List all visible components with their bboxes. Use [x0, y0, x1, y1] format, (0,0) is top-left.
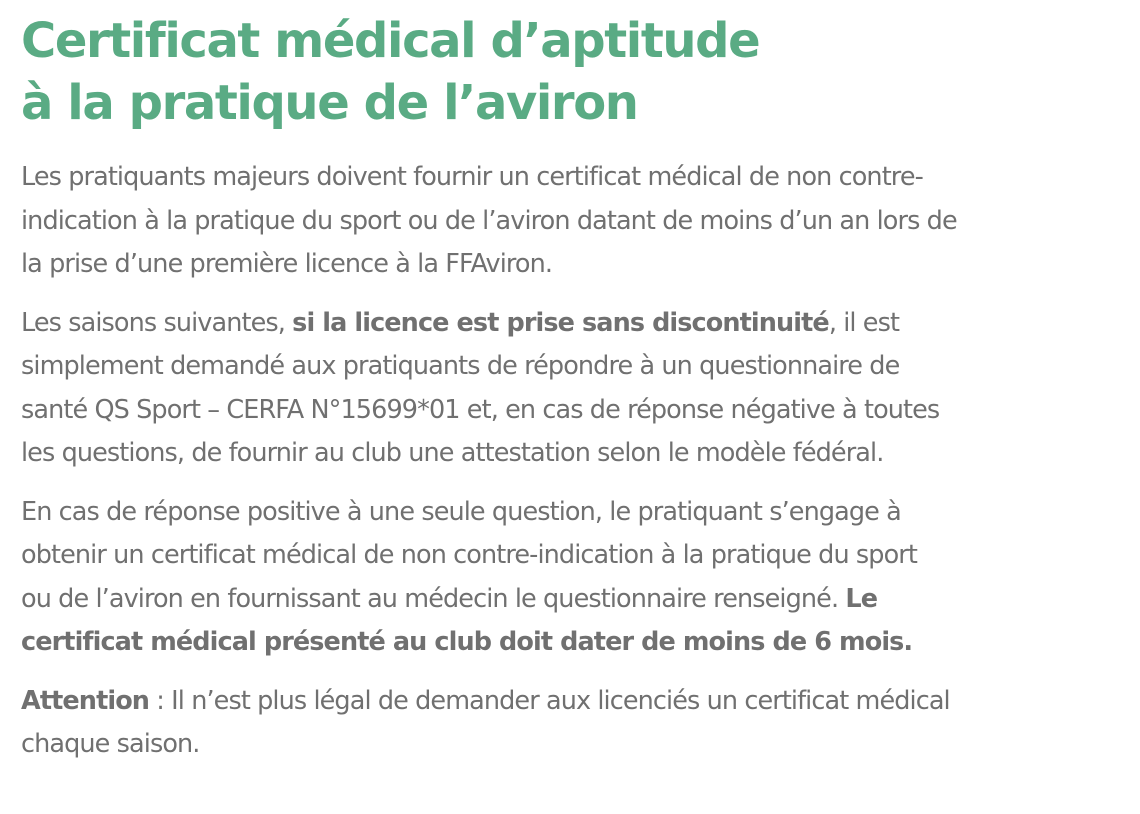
article: [21, 10, 1121, 782]
page-title: [21, 10, 1121, 134]
paragraph-line: obtenir un certificat médical de non contre-indication à la pratique du sport: [21, 540, 917, 570]
paragraph-positive-answer: [21, 491, 1121, 665]
paragraph-attention: [21, 680, 1121, 767]
text-run: , il est: [828, 307, 900, 338]
attention-label: Attention: [21, 685, 150, 716]
paragraph-adult-requirement: [21, 156, 1121, 287]
paragraph-line: [21, 578, 1121, 622]
paragraph-line: [21, 621, 1121, 665]
paragraph-line: les questions, de fournir au club une attestation selon le modèle fédéral.: [21, 438, 884, 468]
paragraph-line: En cas de réponse positive à une seule question, le pratiquant s’engage à: [21, 496, 901, 527]
title-line-1: Certificat médical d’aptitude: [21, 13, 760, 69]
paragraph-following-seasons: [21, 302, 1121, 476]
text-run: Les saisons suivantes,: [21, 307, 293, 338]
text-run: : Il n’est plus légal de demander aux licenciés un certificat médical: [149, 685, 950, 716]
text-run: ou de l’aviron en fournissant au médecin le questionnaire renseigné.: [21, 583, 846, 614]
paragraph-line: la prise d’une première licence à la FFAviron.: [21, 249, 553, 279]
bold-certificate-validity: Le: [845, 583, 878, 614]
title-line-2: à la pratique de l’aviron: [21, 75, 638, 131]
paragraph-line: simplement demandé aux pratiquants de répondre à un questionnaire de: [21, 351, 900, 381]
paragraph-line: [21, 680, 1121, 724]
bold-continuity-condition: si la licence est prise sans discontinuité: [292, 307, 829, 338]
paragraph-line: indication à la pratique du sport ou de l’aviron datant de moins d’un an lors de: [21, 205, 957, 236]
bold-certificate-validity: certificat médical présenté au club doit dater de moins de 6 mois.: [21, 627, 913, 657]
paragraph-line: chaque saison.: [21, 729, 200, 759]
paragraph-line: santé QS Sport – CERFA N°15699*01 et, en cas de réponse négative à toutes: [21, 394, 940, 425]
paragraph-line: [21, 302, 1121, 346]
paragraph-line: Les pratiquants majeurs doivent fournir un certificat médical de non contre-: [21, 162, 923, 192]
